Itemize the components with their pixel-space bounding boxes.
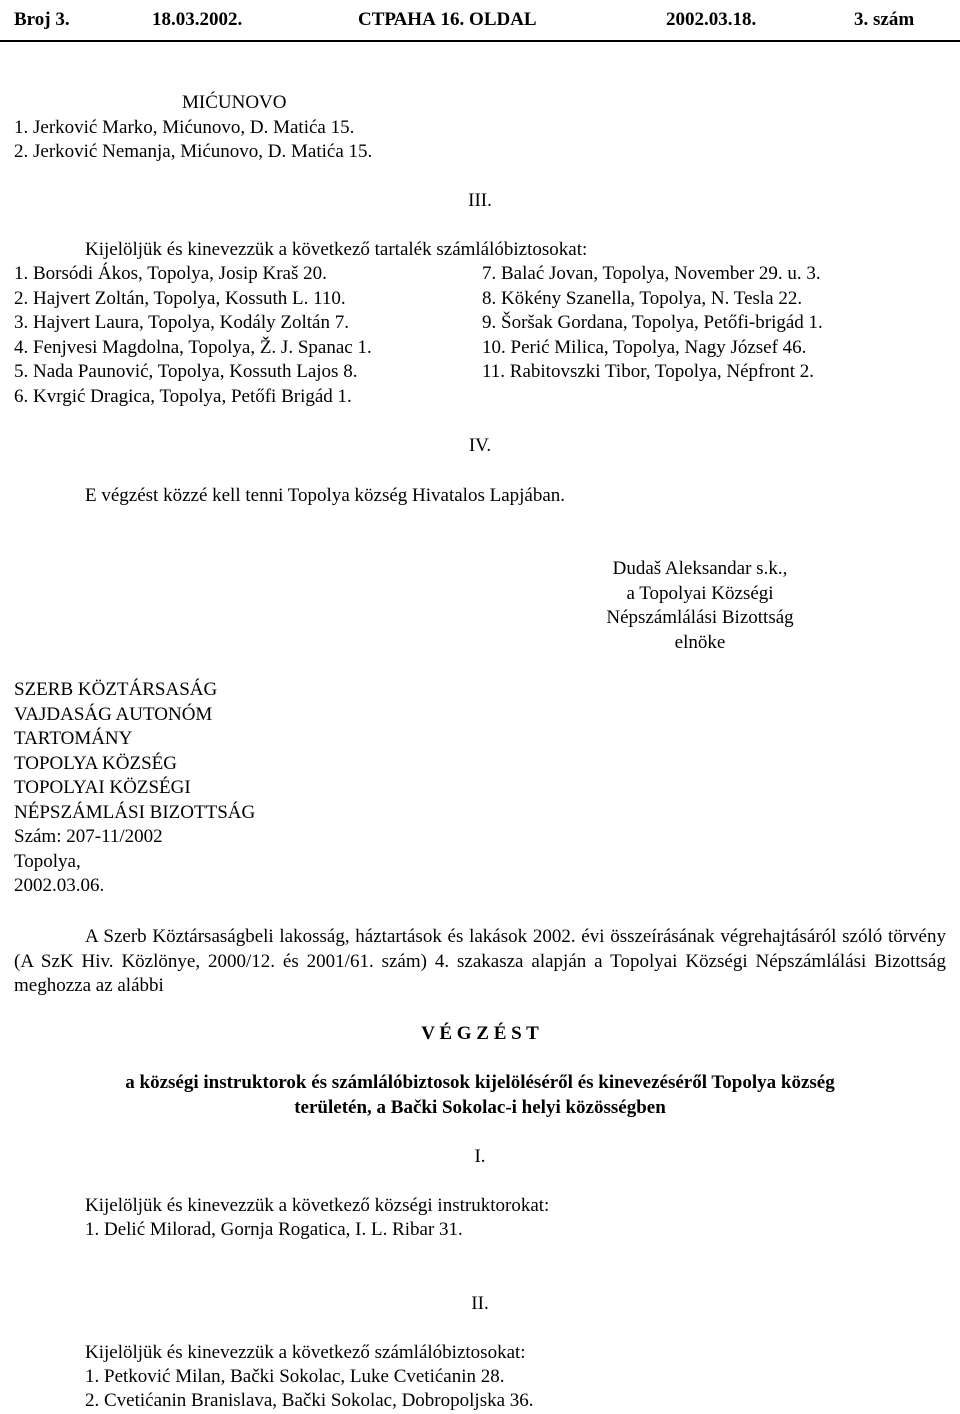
list-item: 4. Fenjvesi Magdolna, Topolya, Ž. J. Spanac 1. bbox=[14, 336, 372, 358]
section-numeral-i: I. bbox=[474, 1146, 486, 1167]
signatory-title-line: elnöke bbox=[674, 631, 726, 653]
issuer-line: TARTOMÁNY bbox=[14, 728, 133, 749]
issuer-line: VAJDASÁG AUTONÓM bbox=[14, 703, 213, 725]
issue-date-hungarian: 2002.03.18. bbox=[666, 9, 757, 30]
list-item: 8. Kökény Szanella, Topolya, N. Tesla 22. bbox=[482, 287, 803, 309]
decision-subtitle-line2: területén, a Bački Sokolac-i helyi közösségben bbox=[294, 1097, 666, 1118]
reserve-enumerators-list bbox=[14, 262, 946, 409]
issue-date-serbian: 18.03.2002. bbox=[152, 9, 243, 30]
section-intro: Kijelöljük és kinevezzük a következő számlálóbiztosokat: bbox=[85, 1342, 526, 1363]
list-item: 2. Hajvert Zoltán, Topolya, Kossuth L. 110. bbox=[14, 287, 346, 309]
list-item: 5. Nada Paunović, Topolya, Kossuth Lajos 8. bbox=[14, 361, 358, 382]
section-title-micunovo: MIĆUNOVO bbox=[182, 92, 287, 113]
list-item: 1. Borsódi Ákos, Topolya, Josip Kraš 20. bbox=[14, 263, 327, 284]
page-number: СТРАНА 16. OLDAL bbox=[358, 9, 537, 30]
signatory-title-line: a Topolyai Községi bbox=[626, 582, 774, 604]
issuer-line: NÉPSZÁMLÁSI BIZOTTSÁG bbox=[14, 801, 256, 823]
page-header bbox=[0, 0, 960, 42]
list-item: 7. Balać Jovan, Topolya, November 29. u. 3. bbox=[482, 263, 821, 284]
section-numeral-iv: IV. bbox=[468, 435, 492, 456]
signature-block bbox=[560, 557, 840, 655]
issuer-line: SZERB KÖZTÁRSASÁG bbox=[14, 679, 218, 700]
preamble-paragraph: A Szerb Köztársaságbeli lakosság, háztartások és lakások 2002. évi összeírásának végrehajtásáról szóló törvény (A SzK Hiv. Közlönye, 2000/12. és 2001/61. szám) 4. szakasza alapján a Topolyai Községi Népszámlálási Bizottság meghozza az alábbi bbox=[14, 926, 946, 996]
issuer-line: TOPOLYA KÖZSÉG bbox=[14, 752, 177, 774]
document-number: Szám: 207-11/2002 bbox=[14, 826, 163, 847]
list-item: 2. Cvetićanin Branislava, Bački Sokolac, Dobropoljska 36. bbox=[85, 1390, 534, 1411]
list-item: 3. Hajvert Laura, Topolya, Kodály Zoltán 7. bbox=[14, 312, 349, 333]
issue-number: Broj 3. bbox=[14, 9, 70, 30]
publication-order: E végzést közzé kell tenni Topolya község Hivatalos Lapjában. bbox=[85, 485, 566, 506]
issue-number-hungarian: 3. szám bbox=[854, 9, 915, 30]
list-item: 2. Jerković Nemanja, Mićunovo, D. Matića 15. bbox=[14, 141, 373, 162]
section-numeral-ii: II. bbox=[471, 1293, 489, 1314]
issuer-line: TOPOLYAI KÖZSÉGI bbox=[14, 777, 191, 798]
issuer-block bbox=[14, 678, 255, 899]
list-item: 11. Rabitovszki Tibor, Topolya, Népfront 2. bbox=[482, 361, 814, 382]
list-item: 1. Petković Milan, Bački Sokolac, Luke Cvetićanin 28. bbox=[85, 1366, 505, 1387]
list-item: 1. Jerković Marko, Mićunovo, D. Matića 15. bbox=[14, 117, 355, 138]
list-item: 10. Perić Milica, Topolya, Nagy József 46. bbox=[482, 336, 807, 358]
list-item: 1. Delić Milorad, Gornja Rogatica, I. L. Ribar 31. bbox=[85, 1219, 463, 1240]
section-numeral-iii: III. bbox=[468, 190, 492, 211]
signatory-title-line: Népszámlálási Bizottság bbox=[606, 607, 794, 628]
section-intro: Kijelöljük és kinevezzük a következő tartalék számlálóbiztosokat: bbox=[85, 239, 588, 260]
issuer-date: 2002.03.06. bbox=[14, 875, 105, 896]
issuer-place: Topolya, bbox=[14, 850, 81, 872]
section-intro: Kijelöljük és kinevezzük a következő községi instruktorokat: bbox=[85, 1195, 550, 1216]
decision-subtitle-line1: a községi instruktorok és számlálóbiztosok kijelöléséről és kinevezéséről Topolya község bbox=[125, 1072, 835, 1093]
signatory-name: Dudaš Aleksandar s.k., bbox=[612, 558, 788, 579]
decision-title: V É G Z É S T bbox=[421, 1023, 539, 1044]
list-item: 6. Kvrgić Dragica, Topolya, Petőfi Brigád 1. bbox=[14, 385, 352, 407]
list-item: 9. Šoršak Gordana, Topolya, Petőfi-brigád 1. bbox=[482, 312, 823, 333]
